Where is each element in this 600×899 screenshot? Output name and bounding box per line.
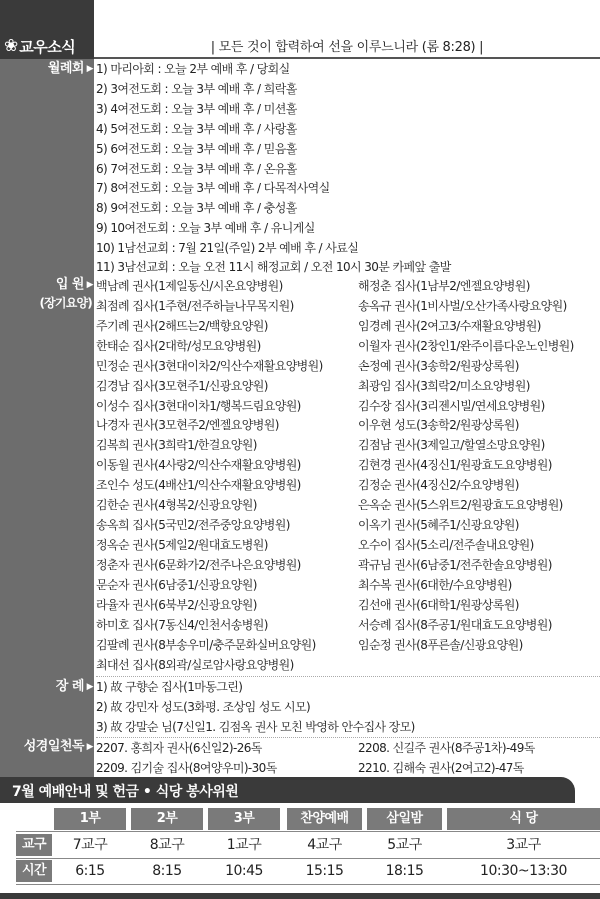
list-item: 임경례 권사(2여고3/수재활요양병원) (358, 319, 541, 333)
triangle-right-icon: ▶ (86, 682, 93, 692)
list-item: 은옥순 권사(5스위트2/원광효도요양병원) (358, 498, 563, 512)
triangle-right-icon: ▶ (86, 280, 93, 290)
section-divider (96, 676, 600, 677)
list-item: 주기례 권사(2해뜨는2/백향요양원) (96, 319, 268, 333)
list-item: 백남례 권사(1제일동신/시온요양병원) (96, 279, 283, 293)
list-item: 3) 故 강말순 님(7신일1. 김점옥 권사 모친 박영하 안수집사 장모) (96, 720, 415, 734)
column-header: 삼일밤 (367, 808, 442, 830)
list-item: 9) 10여전도회 : 오늘 3부 예배 후 / 유니게실 (96, 221, 315, 235)
footer-bar (0, 893, 600, 899)
table-cell: 1교구 (226, 837, 262, 853)
list-item: 김수장 집사(3리젠시빌/연세요양병원) (358, 399, 545, 413)
list-item: 조인수 성도(4배산1/익산수재활요양병원) (96, 478, 301, 492)
table-cell: 5교구 (387, 837, 422, 853)
list-item: 이우현 성도(3송학2/원광상록원) (358, 418, 519, 432)
column-header: 3부 (208, 808, 280, 830)
category-label: 월례회 (47, 61, 84, 76)
list-item: 김복희 권사(3희락1/한걸요양원) (96, 438, 257, 452)
list-item: 2207. 홍희자 권사(6신일2)-26독 (96, 741, 262, 755)
sidebar-background (0, 0, 94, 777)
triangle-right-icon: ▶ (86, 64, 93, 74)
table-cell: 10:45 (225, 863, 263, 879)
header-divider (94, 57, 600, 59)
list-item: 5) 6여전도회 : 오늘 3부 예배 후 / 믿음홀 (96, 142, 297, 156)
list-item: 11) 3남선교회 : 오늘 오전 11시 해정교회 / 오전 10시 30분 카페앞 출발 (96, 260, 451, 274)
list-item: 2208. 신길주 권사(8주공1차)-49독 (358, 741, 535, 755)
list-item: 김선애 권사(6대학1/원광상록원) (358, 598, 519, 612)
list-item: 최수복 권사(6대한/수요양병원) (358, 578, 512, 592)
list-item: 정옥순 권사(5제일2/원대효도병원) (96, 538, 268, 552)
list-item: 2) 3여전도회 : 오늘 3부 예배 후 / 희락홀 (96, 82, 297, 96)
list-item: 최대선 집사(8외곽/실로암사랑요양병원) (96, 658, 294, 672)
list-item: 이월자 권사(2창인1/완주이름다운노인병원) (358, 339, 574, 353)
row-header: 시간 (16, 860, 52, 882)
column-header: 1부 (54, 808, 126, 830)
list-item: 10) 1남선교회 : 7월 21일(주일) 2부 예배 후 / 사료실 (96, 241, 359, 255)
section-divider (96, 737, 600, 738)
list-item: 정춘자 권사(6문화가2/전주나은요양병원) (96, 558, 301, 572)
list-item: 문순자 권사(6남중1/신광요양원) (96, 578, 257, 592)
list-item: 이성수 집사(3현대이차1/행복드림요양원) (96, 399, 301, 413)
table-cell: 7교구 (72, 837, 108, 853)
bible-verse: | 모든 것이 합력하여 선을 이루느니라 (롬 8:28) | (210, 40, 484, 55)
list-item: 송옥규 권사(1비사벌/오산가족사랑요양원) (358, 299, 567, 313)
list-item: 곽규님 권사(6남중1/전주한솔요양병원) (358, 558, 552, 572)
column-header: 2부 (131, 808, 203, 830)
list-item: 민정순 권사(3현대이차2/익산수재활요양병원) (96, 359, 323, 373)
list-item: 나경자 권사(3모현주2/엔젤요양병원) (96, 418, 279, 432)
list-item: 이옥기 권사(5혜주1/신광요양원) (358, 518, 519, 532)
category-label: 장 례 (55, 679, 84, 694)
list-item: 1) 마리아회 : 오늘 2부 예배 후 / 당회실 (96, 62, 290, 76)
category-sub-label: (장기요양) (39, 296, 92, 310)
section-title (4, 34, 75, 58)
list-item: 최점례 집사(1주현/전주하늘나무목지원) (96, 299, 294, 313)
table-cell: 6:15 (75, 863, 105, 879)
list-item: 김점남 권사(3제일고/할열소망요양원) (358, 438, 545, 452)
list-item: 서승례 집사(8주공1/원대효도요양병원) (358, 618, 552, 632)
category-label: 입 원 (55, 277, 84, 292)
list-item: 김한순 권사(4형복2/신광요양원) (96, 498, 257, 512)
table-divider (16, 884, 600, 885)
table-cell: 18:15 (385, 863, 424, 879)
schedule-title: 7월 예배안내 및 헌금 • 식당 봉사위원 (12, 784, 239, 800)
list-item: 2) 故 강민자 성도(3화평. 조상임 성도 시모) (96, 700, 311, 714)
list-item: 최광임 집사(3희락2/미소요양병원) (358, 379, 530, 393)
list-item: 송옥희 집사(5국민2/전주중앙요양병원) (96, 518, 290, 532)
table-cell: 3교구 (506, 837, 541, 853)
triangle-right-icon: ▶ (86, 742, 93, 752)
column-header: 찬양예배 (287, 808, 362, 830)
list-item: 김정순 권사(4징신2/수요양병원) (358, 478, 519, 492)
page-title: 교우소식 (19, 37, 76, 56)
list-item: 한태순 집사(2대학/성모요양병원) (96, 339, 261, 353)
list-item: 라율자 권사(6북부2/신광요양원) (96, 598, 257, 612)
list-item: 김현경 권사(4징신1/원광효도요양병원) (358, 458, 552, 472)
list-item: 8) 9여전도회 : 오늘 3부 예배 후 / 충성홀 (96, 201, 297, 215)
table-cell: 8:15 (152, 863, 182, 879)
list-item: 손정예 권사(3송학2/원광상록원) (358, 359, 519, 373)
row-header: 교구 (16, 834, 52, 856)
list-item: 오수이 집사(5소리/전주솔내요양원) (358, 538, 534, 552)
list-item: 김경남 집사(3모현주1/신광요양원) (96, 379, 268, 393)
list-item: 7) 8여전도회 : 오늘 3부 예배 후 / 다목적사역실 (96, 181, 330, 195)
table-cell: 8교구 (149, 837, 185, 853)
list-item: 4) 5여전도회 : 오늘 3부 예배 후 / 사랑홀 (96, 122, 297, 136)
table-divider (16, 831, 600, 832)
list-item: 이동월 권사(4사랑2/익산수재활요양병원) (96, 458, 301, 472)
category-label: 성경일천독 (23, 739, 84, 754)
list-item: 하미호 집사(7동신4/인천서송병원) (96, 618, 268, 632)
list-item: 2210. 김해숙 권사(2여고2)-47독 (358, 761, 524, 775)
list-item: 해정춘 집사(1남부2/엔젤요양병원) (358, 279, 530, 293)
table-cell: 10:30~13:30 (480, 863, 567, 879)
table-cell: 4교구 (307, 837, 342, 853)
list-item: 김팔례 권사(8부송우미/충주문화실버요양원) (96, 638, 316, 652)
list-item: 6) 7여전도회 : 오늘 3부 예배 후 / 온유홀 (96, 162, 297, 176)
list-item: 3) 4여전도회 : 오늘 3부 예배 후 / 미션홀 (96, 102, 297, 116)
column-header: 식 당 (447, 808, 600, 830)
list-item: 2209. 김기술 집사(8여양우미)-30독 (96, 761, 277, 775)
flower-icon: ❀ (4, 36, 19, 56)
table-cell: 15:15 (305, 863, 344, 879)
title-bar-curve (545, 777, 575, 803)
list-item: 임순정 권사(8푸른솔/신광요양원) (358, 638, 523, 652)
list-item: 1) 故 구향순 집사(1마동그린) (96, 680, 243, 694)
table-divider (16, 858, 600, 859)
